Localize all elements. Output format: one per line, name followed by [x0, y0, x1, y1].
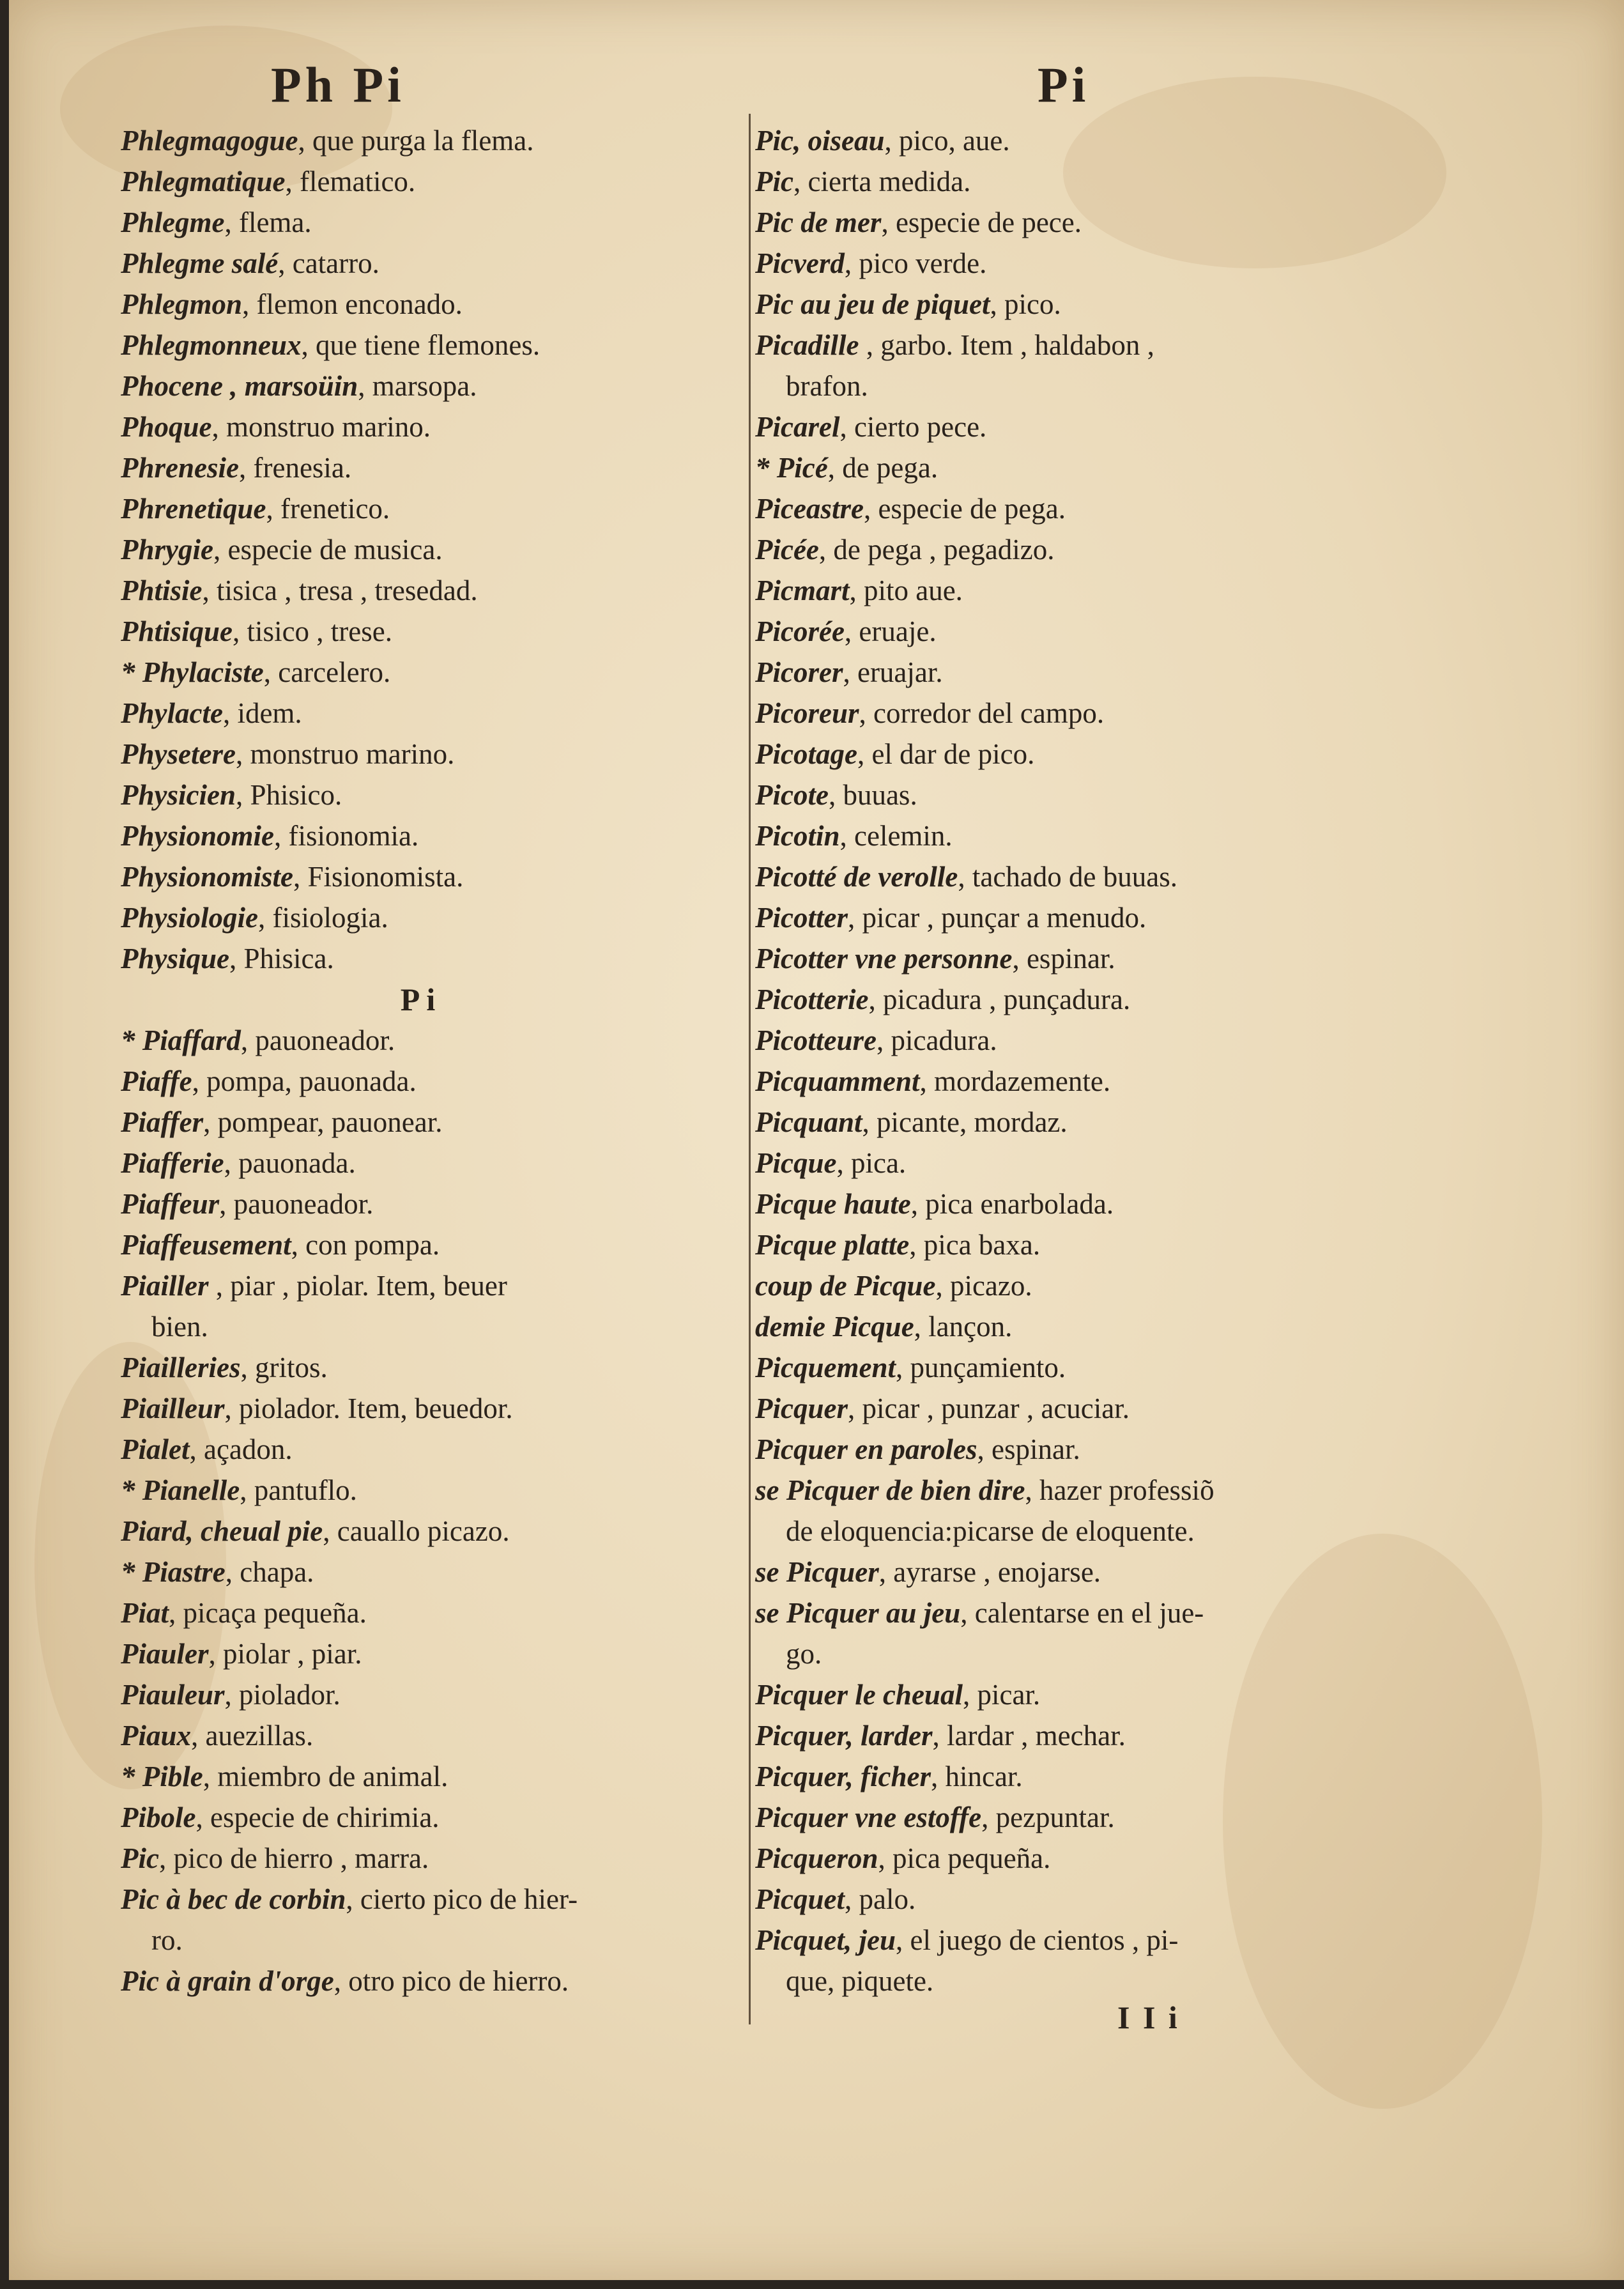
entry-definition: , calentarse en el jue- [960, 1597, 1204, 1629]
dictionary-entry [121, 1715, 721, 1756]
entry-headword: Physicien [121, 779, 236, 811]
entry-definition: , fisiologia. [257, 902, 388, 934]
entry-headword: Phoque [121, 411, 212, 443]
entry-definition: , palo. [844, 1883, 916, 1915]
dictionary-entry [121, 1552, 721, 1592]
dictionary-entry [755, 447, 1349, 488]
dictionary-entry [755, 1470, 1349, 1552]
entry-headword: Picoreur [755, 697, 859, 729]
dictionary-entry [121, 1102, 721, 1143]
entry-headword: Picorée [755, 615, 845, 647]
entry-headword: Phtisique [121, 615, 233, 647]
entry-definition: , pica enarbolada. [910, 1188, 1114, 1220]
dictionary-entry [121, 1224, 721, 1265]
dictionary-entry [755, 1592, 1349, 1674]
entry-headword: Picqueron [755, 1842, 878, 1874]
entry-continuation: de eloquencia:picarse de eloquente. [786, 1515, 1195, 1547]
entry-definition: , punçamiento. [895, 1352, 1066, 1383]
dictionary-entry [755, 1102, 1349, 1143]
entry-headword: Picquant [755, 1106, 862, 1138]
right-running-head: Pi [1038, 57, 1090, 112]
entry-definition: , picar , punzar , acuciar. [847, 1392, 1130, 1424]
entry-headword: Picverd [755, 247, 845, 279]
entry-headword: Picorer [755, 656, 843, 688]
entry-definition: , mordazemente. [919, 1065, 1111, 1097]
entry-definition: , que tiene flemones. [301, 329, 540, 361]
entry-definition: , especie de musica. [213, 534, 443, 566]
entry-headword: Phlegmagogue [121, 125, 298, 157]
entry-definition: , pica pequeña. [878, 1842, 1051, 1874]
entry-continuation: ro. [151, 1924, 183, 1956]
dictionary-entry [755, 1306, 1349, 1347]
entry-headword: Physetere [121, 738, 236, 770]
entry-headword: Pic au jeu de piquet [755, 288, 990, 320]
entry-headword: Picée [755, 534, 819, 566]
entry-definition: , de pega , pegadizo. [818, 534, 1055, 566]
entry-headword: Pic [121, 1842, 159, 1874]
entry-headword: Phlegmon [121, 288, 243, 320]
dictionary-entry [121, 284, 721, 325]
entry-headword: Physique [121, 943, 230, 975]
entry-definition: , garbo. Item , haldabon , [859, 329, 1154, 361]
dictionary-entry [121, 1511, 721, 1552]
entry-headword: Phlegme [121, 206, 225, 238]
dictionary-entry [755, 775, 1349, 815]
entry-definition: , pica baxa. [909, 1229, 1041, 1261]
dictionary-entry [755, 1838, 1349, 1879]
entry-definition: , picadura. [876, 1024, 997, 1056]
pi-entries [121, 1020, 721, 2001]
entry-definition: , açadon. [189, 1433, 293, 1465]
entry-definition: , picaça pequeña. [169, 1597, 367, 1629]
entry-headword: Piard, cheual pie [121, 1515, 323, 1547]
entry-continuation: que, piquete. [786, 1965, 934, 1997]
entry-definition: , Phisica. [229, 943, 334, 975]
entry-headword: Phrenetique [121, 493, 266, 525]
dictionary-entry [121, 529, 721, 570]
entry-definition: , buuas. [828, 779, 917, 811]
entry-headword: Phrenesie [121, 452, 239, 484]
entry-definition: , lardar , mechar. [932, 1720, 1126, 1752]
entry-headword: Phlegmatique [121, 166, 286, 197]
entry-definition: , catarro. [278, 247, 379, 279]
dictionary-entry [755, 1552, 1349, 1592]
entry-headword: Picquamment [755, 1065, 920, 1097]
entry-definition: , picadura , punçadura. [868, 983, 1131, 1015]
dictionary-entry [121, 775, 721, 815]
dictionary-entry [121, 406, 721, 447]
entry-headword: Picque [755, 1147, 837, 1179]
column-divider [749, 114, 751, 2024]
dictionary-entry [121, 1347, 721, 1388]
entry-headword: Picquer, ficher [755, 1761, 931, 1792]
entry-headword: Phlegme salé [121, 247, 279, 279]
dictionary-entry [121, 325, 721, 366]
entry-headword: Picquer le cheual [755, 1679, 963, 1711]
entry-headword: Picque platte [755, 1229, 910, 1261]
entry-definition: , piar , piolar. Item, beuer [208, 1270, 507, 1302]
entry-headword: Phylacte [121, 697, 223, 729]
entry-definition: , pito aue. [849, 574, 963, 606]
entry-definition: , hazer professiõ [1025, 1474, 1214, 1506]
entry-headword: Piailleur [121, 1392, 225, 1424]
entry-headword: Picquet, jeu [755, 1924, 896, 1956]
entry-definition: , de pega. [827, 452, 938, 484]
entry-definition: , picar. [962, 1679, 1041, 1711]
dictionary-entry [121, 447, 721, 488]
entry-headword: * Pible [121, 1761, 203, 1792]
signature-mark: I I i [1117, 2000, 1180, 2035]
entry-definition: , tisico , trese. [233, 615, 392, 647]
entry-definition: , especie de pece. [881, 206, 1082, 238]
entry-definition: , monstruo marino. [235, 738, 455, 770]
entry-definition: , eruaje. [844, 615, 937, 647]
dictionary-entry [121, 815, 721, 856]
dictionary-entry [755, 1715, 1349, 1756]
dictionary-entry [121, 202, 721, 243]
dictionary-entry [121, 366, 721, 406]
dictionary-entry [755, 693, 1349, 734]
entry-headword: Picquer vne estoffe [755, 1801, 982, 1833]
entry-headword: demie Picque [755, 1311, 914, 1343]
entry-definition: , gritos. [240, 1352, 328, 1383]
entry-definition: , pompa, pauonada. [192, 1065, 417, 1097]
entry-definition: , pico. [990, 288, 1061, 320]
dictionary-entry [755, 1224, 1349, 1265]
dictionary-entry [755, 243, 1349, 284]
entry-definition: , Fisionomista. [293, 861, 464, 893]
entry-definition: , picazo. [935, 1270, 1032, 1302]
dictionary-entry [121, 1674, 721, 1715]
entry-definition: , piolador. [224, 1679, 341, 1711]
dictionary-entry [121, 1429, 721, 1470]
entry-definition: , picar , punçar a menudo. [847, 902, 1147, 934]
entry-continuation: go. [786, 1638, 822, 1670]
dictionary-entry [121, 897, 721, 938]
dictionary-entry [121, 120, 721, 161]
dictionary-entry [755, 406, 1349, 447]
entry-definition: , ayrarse , enojarse. [878, 1556, 1101, 1588]
entry-definition: , lançon. [914, 1311, 1013, 1343]
dictionary-entry [121, 693, 721, 734]
entry-definition: , especie de chirimia. [195, 1801, 440, 1833]
entry-definition: , que purga la flema. [298, 125, 534, 157]
entry-headword: * Piaffard [121, 1024, 241, 1056]
entry-definition: , pezpuntar. [981, 1801, 1115, 1833]
entry-headword: Piaffer [121, 1106, 204, 1138]
dictionary-entry [121, 1633, 721, 1674]
entry-headword: Piceastre [755, 493, 864, 525]
entry-headword: Pic [755, 166, 793, 197]
entry-headword: Picadille [755, 329, 859, 361]
entry-definition: , pauonada. [224, 1147, 356, 1179]
dictionary-entry [755, 1879, 1349, 1920]
dictionary-entry [755, 1183, 1349, 1224]
dictionary-entry [121, 243, 721, 284]
entry-headword: Piaffeur [121, 1188, 220, 1220]
entry-definition: , espinar. [1012, 943, 1115, 975]
entry-headword: Pic, oiseau [755, 125, 885, 157]
dictionary-entry [755, 570, 1349, 611]
dictionary-entry [121, 161, 721, 202]
entry-headword: Picque haute [755, 1188, 911, 1220]
entry-definition: , pauoneador. [240, 1024, 395, 1056]
entry-headword: Piailleries [121, 1352, 241, 1383]
entry-definition: , marsopa. [358, 370, 477, 402]
entry-headword: * Phylaciste [121, 656, 264, 688]
entry-headword: Phlegmonneux [121, 329, 302, 361]
entry-headword: Pic à bec de corbin [121, 1883, 346, 1915]
entry-continuation: brafon. [786, 370, 868, 402]
entry-definition: , piolar , piar. [208, 1638, 362, 1670]
entry-headword: Piaffe [121, 1065, 192, 1097]
dictionary-entry [121, 1470, 721, 1511]
entry-definition: , tachado de buuas. [958, 861, 1177, 893]
entry-definition: , cauallo picazo. [323, 1515, 510, 1547]
dictionary-entry [755, 529, 1349, 570]
dictionary-entry [755, 979, 1349, 1020]
entry-headword: Pialet [121, 1433, 190, 1465]
entry-definition: , idem. [222, 697, 302, 729]
dictionary-entry [121, 1797, 721, 1838]
entry-headword: se Picquer [755, 1556, 879, 1588]
dictionary-entry [755, 938, 1349, 979]
entry-definition: , pico verde. [844, 247, 987, 279]
left-column [121, 120, 721, 2001]
entry-headword: Picmart [755, 574, 850, 606]
dictionary-entry [121, 938, 721, 979]
entry-headword: Picote [755, 779, 829, 811]
entry-definition: , con pompa. [291, 1229, 440, 1261]
dictionary-entry [121, 1838, 721, 1879]
entry-definition: , miembro de animal. [203, 1761, 448, 1792]
entry-definition: , corredor del campo. [859, 697, 1105, 729]
entry-definition: , otro pico de hierro. [333, 1965, 569, 1997]
dictionary-entry [121, 1756, 721, 1797]
entry-definition: , frenetico. [266, 493, 390, 525]
entry-continuation: bien. [151, 1311, 208, 1343]
ph-entries [121, 120, 721, 979]
entry-definition: , flemon enconado. [242, 288, 463, 320]
entry-definition: , monstruo marino. [211, 411, 431, 443]
entry-headword: Phrygie [121, 534, 213, 566]
dictionary-entry [755, 161, 1349, 202]
entry-definition: , pico, aue. [884, 125, 1010, 157]
entry-headword: Picquer [755, 1392, 848, 1424]
dictionary-entry [755, 120, 1349, 161]
entry-headword: coup de Picque [755, 1270, 936, 1302]
dictionary-entry [121, 1388, 721, 1429]
entry-definition: , espinar. [977, 1433, 1080, 1465]
entry-definition: , pico de hierro , marra. [158, 1842, 429, 1874]
dictionary-entry [121, 1061, 721, 1102]
entry-headword: Pic à grain d'orge [121, 1965, 334, 1997]
dictionary-entry [755, 734, 1349, 775]
entry-headword: Picarel [755, 411, 840, 443]
dictionary-entry [121, 1592, 721, 1633]
entry-headword: * Picé [755, 452, 828, 484]
dictionary-entry [755, 1388, 1349, 1429]
entry-definition: , flema. [224, 206, 312, 238]
entry-headword: Picquet [755, 1883, 845, 1915]
entry-headword: Physionomie [121, 820, 275, 852]
dictionary-entry [121, 734, 721, 775]
entry-definition: , carcelero. [263, 656, 391, 688]
entry-headword: Physiologie [121, 902, 258, 934]
entry-headword: Picquer, larder [755, 1720, 933, 1752]
entry-headword: Piauler [121, 1638, 209, 1670]
entry-definition: , auezillas. [191, 1720, 314, 1752]
entry-definition: , flematico. [285, 166, 416, 197]
book-page [9, 0, 1624, 2280]
dictionary-entry [755, 611, 1349, 652]
entry-definition: , tisica , tresa , tresedad. [202, 574, 478, 606]
dictionary-entry [755, 815, 1349, 856]
entry-headword: Picotteure [755, 1024, 877, 1056]
entry-headword: se Picquer au jeu [755, 1597, 961, 1629]
dictionary-entry [755, 1347, 1349, 1388]
entry-headword: Picotter [755, 902, 848, 934]
dictionary-entry [755, 1756, 1349, 1797]
entry-definition: , fisionomia. [274, 820, 419, 852]
entry-headword: se Picquer de bien dire [755, 1474, 1025, 1506]
entry-definition: , el dar de pico. [857, 738, 1035, 770]
entry-headword: Picotté de verolle [755, 861, 958, 893]
entry-headword: Picquement [755, 1352, 896, 1383]
entry-definition: , celemin. [839, 820, 953, 852]
left-running-head: Ph Pi [271, 57, 405, 112]
dictionary-entry [121, 856, 721, 897]
entry-definition: , pica. [836, 1147, 907, 1179]
entry-definition: , Phisico. [235, 779, 342, 811]
section-heading-pi: Pi [400, 982, 442, 1017]
dictionary-entry [755, 1265, 1349, 1306]
entry-definition: , pompear, pauonear. [203, 1106, 443, 1138]
dictionary-entry [755, 1920, 1349, 2001]
entry-definition: , cierto pece. [839, 411, 987, 443]
entry-headword: Piauleur [121, 1679, 225, 1711]
entry-definition: , frenesia. [239, 452, 352, 484]
entry-definition: , especie de pega. [863, 493, 1066, 525]
dictionary-entry [755, 1143, 1349, 1183]
dictionary-entry [121, 1143, 721, 1183]
dictionary-entry [755, 202, 1349, 243]
dictionary-entry [755, 1797, 1349, 1838]
entry-headword: Piaffeusement [121, 1229, 291, 1261]
dictionary-entry [121, 1265, 721, 1347]
entry-headword: * Piastre [121, 1556, 226, 1588]
entry-definition: , cierta medida. [793, 166, 971, 197]
dictionary-entry [755, 488, 1349, 529]
entry-headword: Pic de mer [755, 206, 882, 238]
entry-headword: Picotin [755, 820, 840, 852]
entry-definition: , hincar. [930, 1761, 1023, 1792]
entry-definition: , el juego de cientos , pi- [895, 1924, 1179, 1956]
entry-headword: Picotage [755, 738, 857, 770]
entry-definition: , picante, mordaz. [862, 1106, 1068, 1138]
entry-headword: Picotterie [755, 983, 869, 1015]
entry-definition: , piolador. Item, beuedor. [224, 1392, 513, 1424]
entry-headword: Physionomiste [121, 861, 294, 893]
dictionary-entry [121, 652, 721, 693]
entry-headword: Picquer en paroles [755, 1433, 977, 1465]
dictionary-entry [121, 1020, 721, 1061]
entry-headword: Piailler [121, 1270, 209, 1302]
dictionary-entry [121, 1961, 721, 2001]
dictionary-entry [755, 284, 1349, 325]
dictionary-entry [121, 611, 721, 652]
dictionary-entry [755, 652, 1349, 693]
entry-definition: , chapa. [225, 1556, 314, 1588]
dictionary-entry [755, 1429, 1349, 1470]
dictionary-entry [755, 897, 1349, 938]
entry-definition: , pauoneador. [219, 1188, 374, 1220]
entry-headword: * Pianelle [121, 1474, 240, 1506]
dictionary-entry [755, 1061, 1349, 1102]
entry-definition: , eruajar. [843, 656, 943, 688]
entry-definition: , cierto pico de hier- [346, 1883, 578, 1915]
dictionary-entry [121, 570, 721, 611]
dictionary-entry [121, 1879, 721, 1961]
dictionary-entry [755, 1020, 1349, 1061]
right-column [755, 120, 1349, 2001]
dictionary-entry [121, 1183, 721, 1224]
entry-headword: Phocene , marsoüin [121, 370, 358, 402]
dictionary-entry [755, 1674, 1349, 1715]
entry-headword: Picotter vne personne [755, 943, 1013, 975]
dictionary-entry [121, 488, 721, 529]
entry-headword: Phtisie [121, 574, 203, 606]
entry-headword: Piafferie [121, 1147, 224, 1179]
dictionary-entry [755, 856, 1349, 897]
entry-headword: Piat [121, 1597, 169, 1629]
entry-headword: Piaux [121, 1720, 192, 1752]
entry-definition: , pantuflo. [240, 1474, 357, 1506]
entry-headword: Pibole [121, 1801, 196, 1833]
dictionary-entry [755, 325, 1349, 406]
